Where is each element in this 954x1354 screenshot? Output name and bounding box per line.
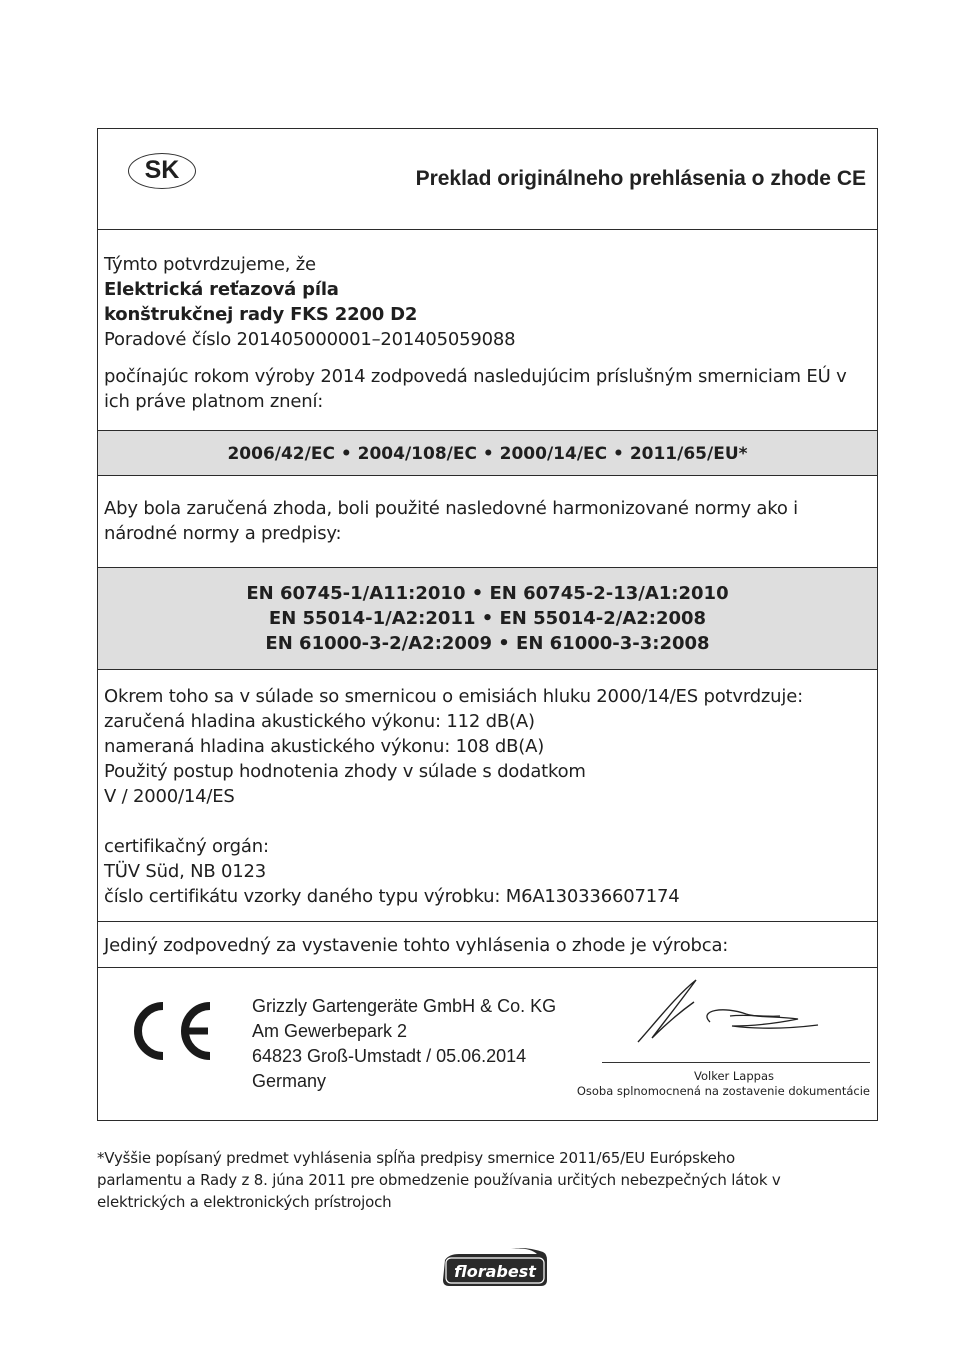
confirm-text: Týmto potvrdzujeme, že xyxy=(104,254,316,275)
annex-reference: V / 2000/14/ES xyxy=(104,786,235,807)
assessment-procedure: Použitý postup hodnotenia zhody v súlade s dodatkom xyxy=(104,761,586,782)
manufacturer-country: Germany xyxy=(252,1071,327,1091)
florabest-logo-icon xyxy=(439,1246,551,1290)
certificate-number: číslo certifikátu vzorky daného typu výrobku: M6A130336607174 xyxy=(104,886,680,907)
signer-block xyxy=(558,1069,870,1099)
notified-body-name: TÜV Süd, NB 0123 xyxy=(104,861,267,882)
product-name: Elektrická reťazová píla xyxy=(104,279,339,300)
standards-intro-2: národné normy a predpisy: xyxy=(104,523,342,544)
declaration-title: Preklad originálneho prehlásenia o zhode CE xyxy=(415,167,866,190)
declaration-frame xyxy=(97,128,878,1121)
standards-line: EN 61000-3-2/A2:2009 • EN 61000-3-3:2008 xyxy=(265,633,710,654)
noise-intro: Okrem toho sa v súlade so smernicou o emisiách hluku 2000/14/ES potvrdzuje: xyxy=(104,686,803,707)
signer-role: Osoba splnomocnená na zostavenie dokumentácie xyxy=(576,1084,870,1098)
divider xyxy=(98,229,877,230)
country-code-badge: SK xyxy=(128,153,196,189)
product-model: konštrukčnej rady FKS 2200 D2 xyxy=(104,304,418,325)
notified-body-label: certifikačný orgán: xyxy=(104,836,269,857)
signature-icon xyxy=(628,976,828,1046)
footnote xyxy=(97,1147,867,1213)
compliance-text-2: ich práve platnom znení: xyxy=(104,391,324,412)
logo-text: florabest xyxy=(454,1262,536,1281)
responsible-text: Jediný zodpovedný za vystavenie tohto vyhlásenia o zhode je výrobca: xyxy=(104,935,729,956)
manufacturer-address xyxy=(252,994,556,1094)
standards-band xyxy=(98,568,877,669)
intro-section xyxy=(98,252,877,414)
header-section xyxy=(98,129,877,229)
serial-number: Poradové číslo 201405000001–201405059088 xyxy=(104,329,516,350)
standards-line: EN 60745-1/A11:2010 • EN 60745-2-13/A1:2010 xyxy=(246,583,729,604)
footnote-line: elektrických a elektronických prístrojoch xyxy=(97,1193,392,1211)
divider xyxy=(98,921,877,922)
ce-mark-icon xyxy=(130,1000,214,1062)
footnote-line: *Vyššie popísaný predmet vyhlásenia spĺňa predpisy smernice 2011/65/EU Európskeho xyxy=(97,1149,735,1167)
manufacturer-name: Grizzly Gartengeräte GmbH & Co. KG xyxy=(252,996,557,1016)
measured-sound-level: nameraná hladina akustického výkonu: 108 dB(A) xyxy=(104,736,545,757)
directives-band: 2006/42/EC • 2004/108/EC • 2000/14/EC • 2011/65/EU* xyxy=(98,431,877,475)
standards-intro xyxy=(98,496,877,546)
noise-section xyxy=(98,684,877,909)
compliance-text-1: počínajúc rokom výroby 2014 zodpovedá nasledujúcim príslušným smerniciam EÚ v xyxy=(104,366,847,387)
standards-line: EN 55014-1/A2:2011 • EN 55014-2/A2:2008 xyxy=(268,608,707,629)
divider xyxy=(98,669,877,670)
divider xyxy=(98,475,877,476)
guaranteed-sound-level: zaručená hladina akustického výkonu: 112 dB(A) xyxy=(104,711,535,732)
signer-name: Volker Lappas xyxy=(693,1069,774,1083)
footnote-line: parlamentu a Rady z 8. júna 2011 pre obmedzenie používania určitých nebezpečných látok v xyxy=(97,1171,781,1189)
manufacturer-street: Am Gewerbepark 2 xyxy=(252,1021,408,1041)
standards-intro-1: Aby bola zaručená zhoda, boli použité nasledovné harmonizované normy ako i xyxy=(104,498,798,519)
manufacturer-city-date: 64823 Groß-Umstadt / 05.06.2014 xyxy=(252,1046,527,1066)
manufacturer-section xyxy=(98,968,877,1120)
signature-line xyxy=(602,1062,870,1063)
